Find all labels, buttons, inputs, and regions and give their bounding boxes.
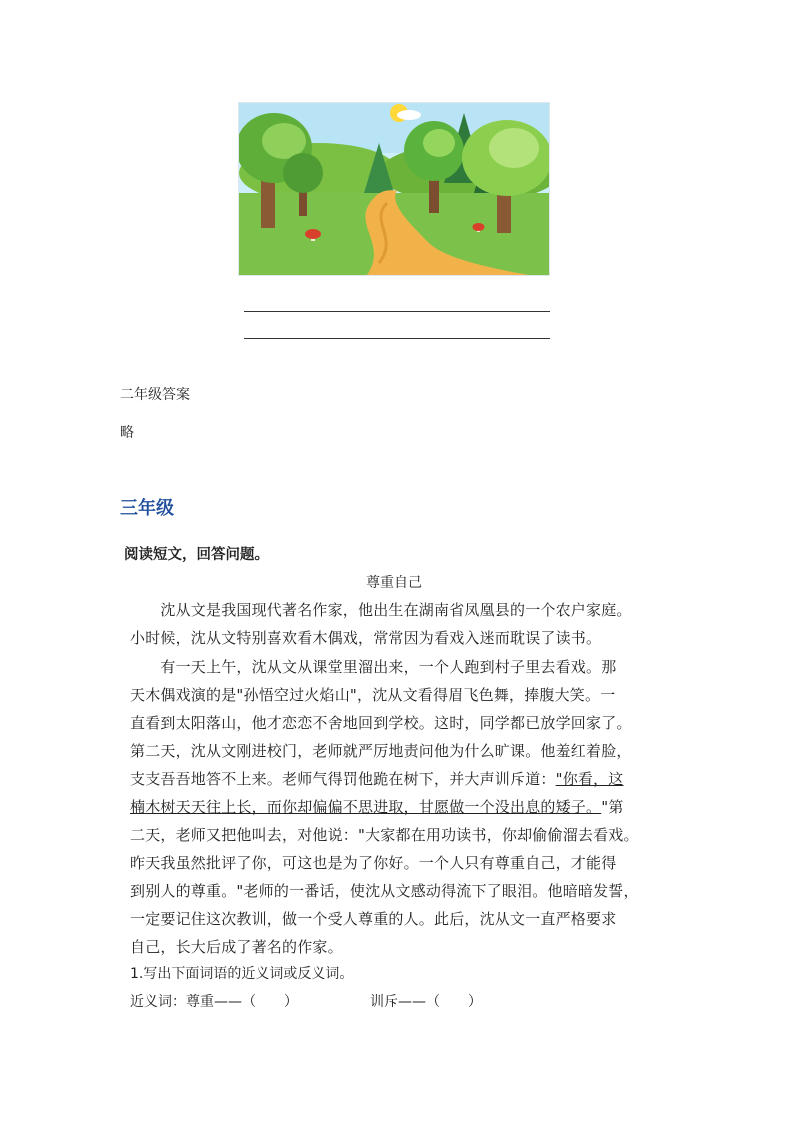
forest-path-illustration	[238, 102, 550, 276]
tree-crown-mid-highlight	[423, 129, 455, 157]
story-line-5: 直看到太阳落山，他才恋恋不舍地回到学校。这时，同学都已放学回家了。	[130, 714, 632, 732]
story-line-7-text: 支支吾吾地答不上来。老师气得罚他跪在树下，并大声训斥道：	[130, 770, 556, 788]
story-line-8-tail: "第	[601, 798, 624, 816]
story-line-7	[130, 768, 624, 789]
story-line-9: 二天，老师又把他叫去，对他说："大家都在用功读书，你却偷偷溜去看戏。	[130, 826, 639, 844]
forest-scene-svg	[239, 103, 549, 275]
grade2-answer-title: 二年级答案	[120, 387, 190, 403]
story-line-8	[130, 796, 624, 817]
tree-crown-right-highlight	[489, 128, 539, 168]
question-1-antonym-blank[interactable]: 训斥——（ ）	[370, 994, 482, 1010]
grade3-heading: 三年级	[120, 498, 174, 519]
story-line-1: 沈从文是我国现代著名作家，他出生在湖南省凤凰县的一个农户家庭。	[130, 601, 632, 619]
story-line-3: 有一天上午，沈从文从课堂里溜出来，一个人跑到村子里去看戏。那	[130, 658, 617, 676]
story-title: 尊重自己	[366, 575, 422, 591]
story-line-6: 第二天，沈从文刚进校门，老师就严厉地责问他为什么旷课。他羞红着脸，	[130, 742, 632, 760]
question-1-synonym-blank[interactable]: 近义词：尊重——（ ）	[130, 994, 298, 1010]
story-line-11: 到别人的尊重。"老师的一番话，使沈从文感动得流下了眼泪。他暗暗发誓，	[130, 882, 639, 900]
reading-instruction: 阅读短文，回答问题。	[124, 547, 269, 563]
question-1: 1.写出下面词语的近义词或反义词。	[130, 966, 354, 982]
story-line-4: 天木偶戏演的是"孙悟空过火焰山"，沈从文看得眉飞色舞，捧腹大笑。一	[130, 686, 616, 704]
story-line-10: 昨天我虽然批评了你，可这也是为了你好。一个人只有尊重自己，才能得	[130, 854, 617, 872]
story-line-12: 一定要记住这次教训，做一个受人尊重的人。此后，沈从文一直严格要求	[130, 910, 617, 928]
story-line-8-quote: 楠木树天天往上长，而你却偏偏不思进取，甘愿做一个没出息的矮子。	[130, 798, 602, 816]
answer-line-1	[244, 311, 550, 312]
story-line-2: 小时候，沈从文特别喜欢看木偶戏，常常因为看戏入迷而耽误了读书。	[130, 629, 602, 647]
story-line-13: 自己，长大后成了著名的作家。	[130, 938, 343, 956]
tree-crown-small	[283, 153, 323, 193]
story-line-7-quote: "你看，这	[555, 770, 624, 788]
answer-line-2	[244, 338, 550, 339]
grade2-answer-text: 略	[120, 425, 134, 441]
